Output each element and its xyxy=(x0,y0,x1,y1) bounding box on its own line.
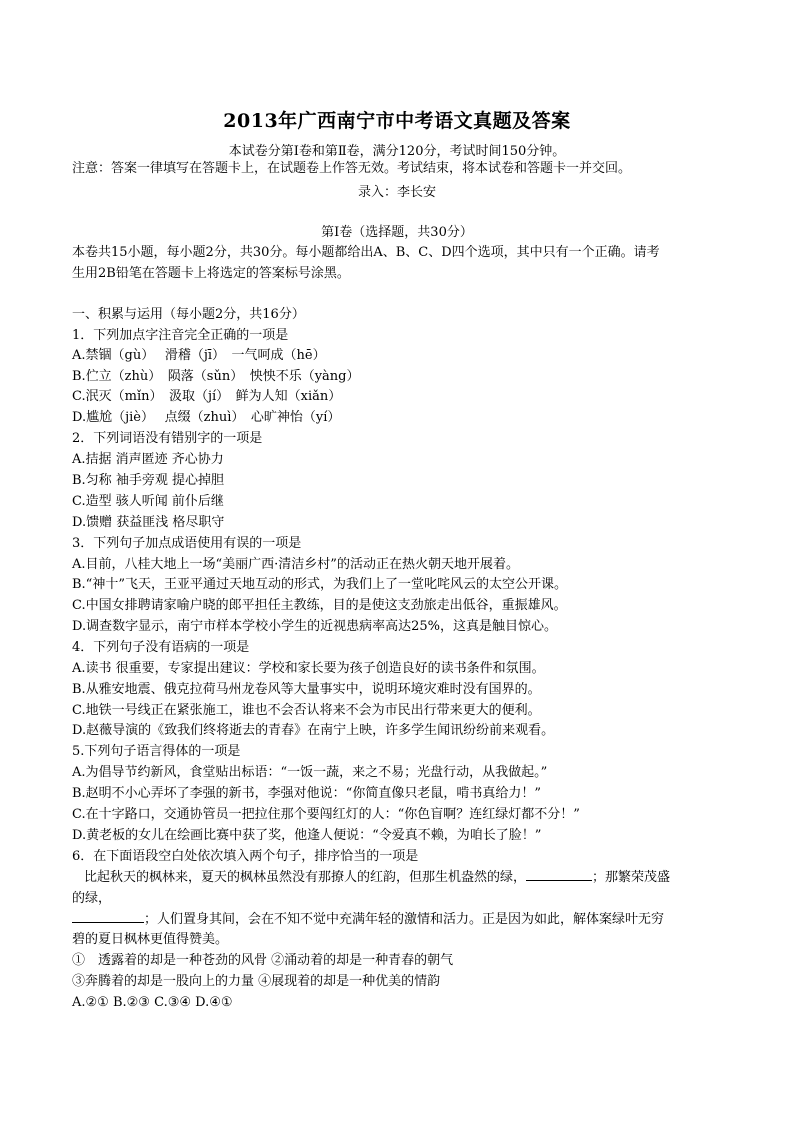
q5-stem: 5.下列句子语言得体的一项是 xyxy=(72,744,241,759)
q3-option-b: B.“神十”飞天，王亚平通过天地互动的形式，为我们上了一堂叱咤风云的太空公开课。 xyxy=(72,577,567,592)
q6-passage-line3 xyxy=(72,910,728,930)
q1-option-c: C.泯灭（mǐn） 汲取（jí） 鲜为人知（xiǎn） xyxy=(72,389,342,404)
q5-option-b: B.赵明不小心弄坏了李强的新书，李强对他说：“你简直像只老鼠，啃书真给力！” xyxy=(72,786,541,801)
document-title: 2013年广西南宁市中考语文真题及答案 xyxy=(223,110,571,132)
q3-option-c: C.中国女排聘请家喻户晓的郎平担任主教练，目的是使这支劲旅走出低谷，重振雄风。 xyxy=(72,598,567,613)
q1-option-b: B.伫立（zhù） 陨落（sǔn） 怏怏不乐（yàng） xyxy=(72,369,360,384)
q3-option-a: A.目前，八桂大地上一场“美丽广西·清洁乡村”的活动正在热火朝天地开展着。 xyxy=(72,557,519,572)
answer-blank xyxy=(526,868,592,881)
q6-passage-line4: 碧的夏日枫林更值得赞美。 xyxy=(72,932,229,947)
part1-heading: 第Ⅰ卷（选择题，共30分） xyxy=(321,225,473,240)
q2-option-a: A.拮据 消声匿迹 齐心协力 xyxy=(72,452,224,467)
q6-answer-choices: A.②① B.②③ C.③④ D.④① xyxy=(72,995,233,1010)
answer-blank xyxy=(72,910,144,923)
q5-option-a: A.为倡导节约新风，食堂贴出标语：“一饭一蔬，来之不易；光盘行动，从我做起。” xyxy=(72,765,548,780)
q2-option-b: B.匀称 袖手旁观 提心掉胆 xyxy=(72,473,224,488)
q4-option-a: A.读书 很重要，专家提出建议：学校和家长要为孩子创造良好的读书条件和氛围。 xyxy=(72,661,545,676)
exam-note: 注意：答案一律填写在答题卡上，在试题卷上作答无效。考试结束，将本试卷和答题卡一并交回。 xyxy=(72,161,632,176)
q6-passage-part1: 比起秋天的枫林来，夏天的枫林虽然没有那撩人的红韵，但那生机盎然的绿， xyxy=(84,870,527,885)
q5-option-c: C.在十字路口，交通协管员一把拉住那个要闯红灯的人：“你色盲啊？连红绿灯都不分！” xyxy=(72,807,580,822)
part1-desc-line2: 生用2B铅笔在答题卡上将选定的答案标号涂黑。 xyxy=(72,266,350,281)
q6-passage-line2: 的绿， xyxy=(72,891,112,906)
q4-option-b: B.从雅安地震、俄克拉荷马州龙卷风等大量事实中，说明环境灾难时没有国界的。 xyxy=(72,682,541,697)
q2-option-d: D.馈赠 获益匪浅 格尽职守 xyxy=(72,515,225,530)
q6-options-line1: ① 透露着的却是一种苍劲的风骨 ②涌动着的却是一种青春的朝气 xyxy=(72,953,454,968)
q3-stem: 3．下列句子加点成语使用有误的一项是 xyxy=(72,536,302,551)
q1-stem: 1．下列加点字注音完全正确的一项是 xyxy=(72,328,289,343)
q6-passage-part3: ；人们置身其间，会在不知不觉中充满年轻的激情和活力。正是因为如此，解体案绿叶无穷 xyxy=(144,912,665,927)
part1-desc-line1: 本卷共15小题，每小题2分，共30分。每小题都给出A、B、C、D四个选项，其中只有一个正确。请考 xyxy=(72,245,660,260)
q6-options-line2: ③奔腾着的却是一股向上的力量 ④展现着的却是一种优美的情韵 xyxy=(72,974,441,989)
exam-composition: 本试卷分第Ⅰ卷和第Ⅱ卷，满分120分，考试时间150分钟。 xyxy=(228,144,566,159)
entered-by: 录入：李长安 xyxy=(357,185,436,200)
q4-stem: 4．下列句子没有语病的一项是 xyxy=(72,640,250,655)
q5-option-d: D.黄老板的女儿在绘画比赛中获了奖，他逢人便说：“令爱真不赖，为咱长了脸！” xyxy=(72,828,542,843)
q6-stem: 6．在下面语段空白处依次填入两个句子，排序恰当的一项是 xyxy=(72,849,419,864)
q2-stem: 2．下列词语没有错别字的一项是 xyxy=(72,431,263,446)
q1-option-d: D.尴尬（jiè） 点缀（zhuì） 心旷神怡（yí） xyxy=(72,410,341,425)
q3-option-d: D.调查数字显示，南宁市样本学校小学生的近视患病率高达25%，这真是触目惊心。 xyxy=(72,619,557,634)
q4-option-d: D.赵薇导演的《致我们终将逝去的青春》在南宁上映，许多学生闻讯纷纷前来观看。 xyxy=(72,723,555,738)
q4-option-c: C.地铁一号线正在紧张施工，谁也不会否认将来不会为市民出行带来更大的便利。 xyxy=(72,703,541,718)
q6-passage-line1 xyxy=(84,868,740,888)
q1-option-a: A.禁锢（gù） 滑稽（jī） 一气呵成（hē） xyxy=(72,348,326,363)
q6-passage-part2: ；那繁荣茂盛 xyxy=(592,870,671,885)
q2-option-c: C.造型 骇人听闻 前仆后继 xyxy=(72,494,224,509)
section-heading: 一、积累与运用（每小题2分，共16分） xyxy=(72,307,305,322)
